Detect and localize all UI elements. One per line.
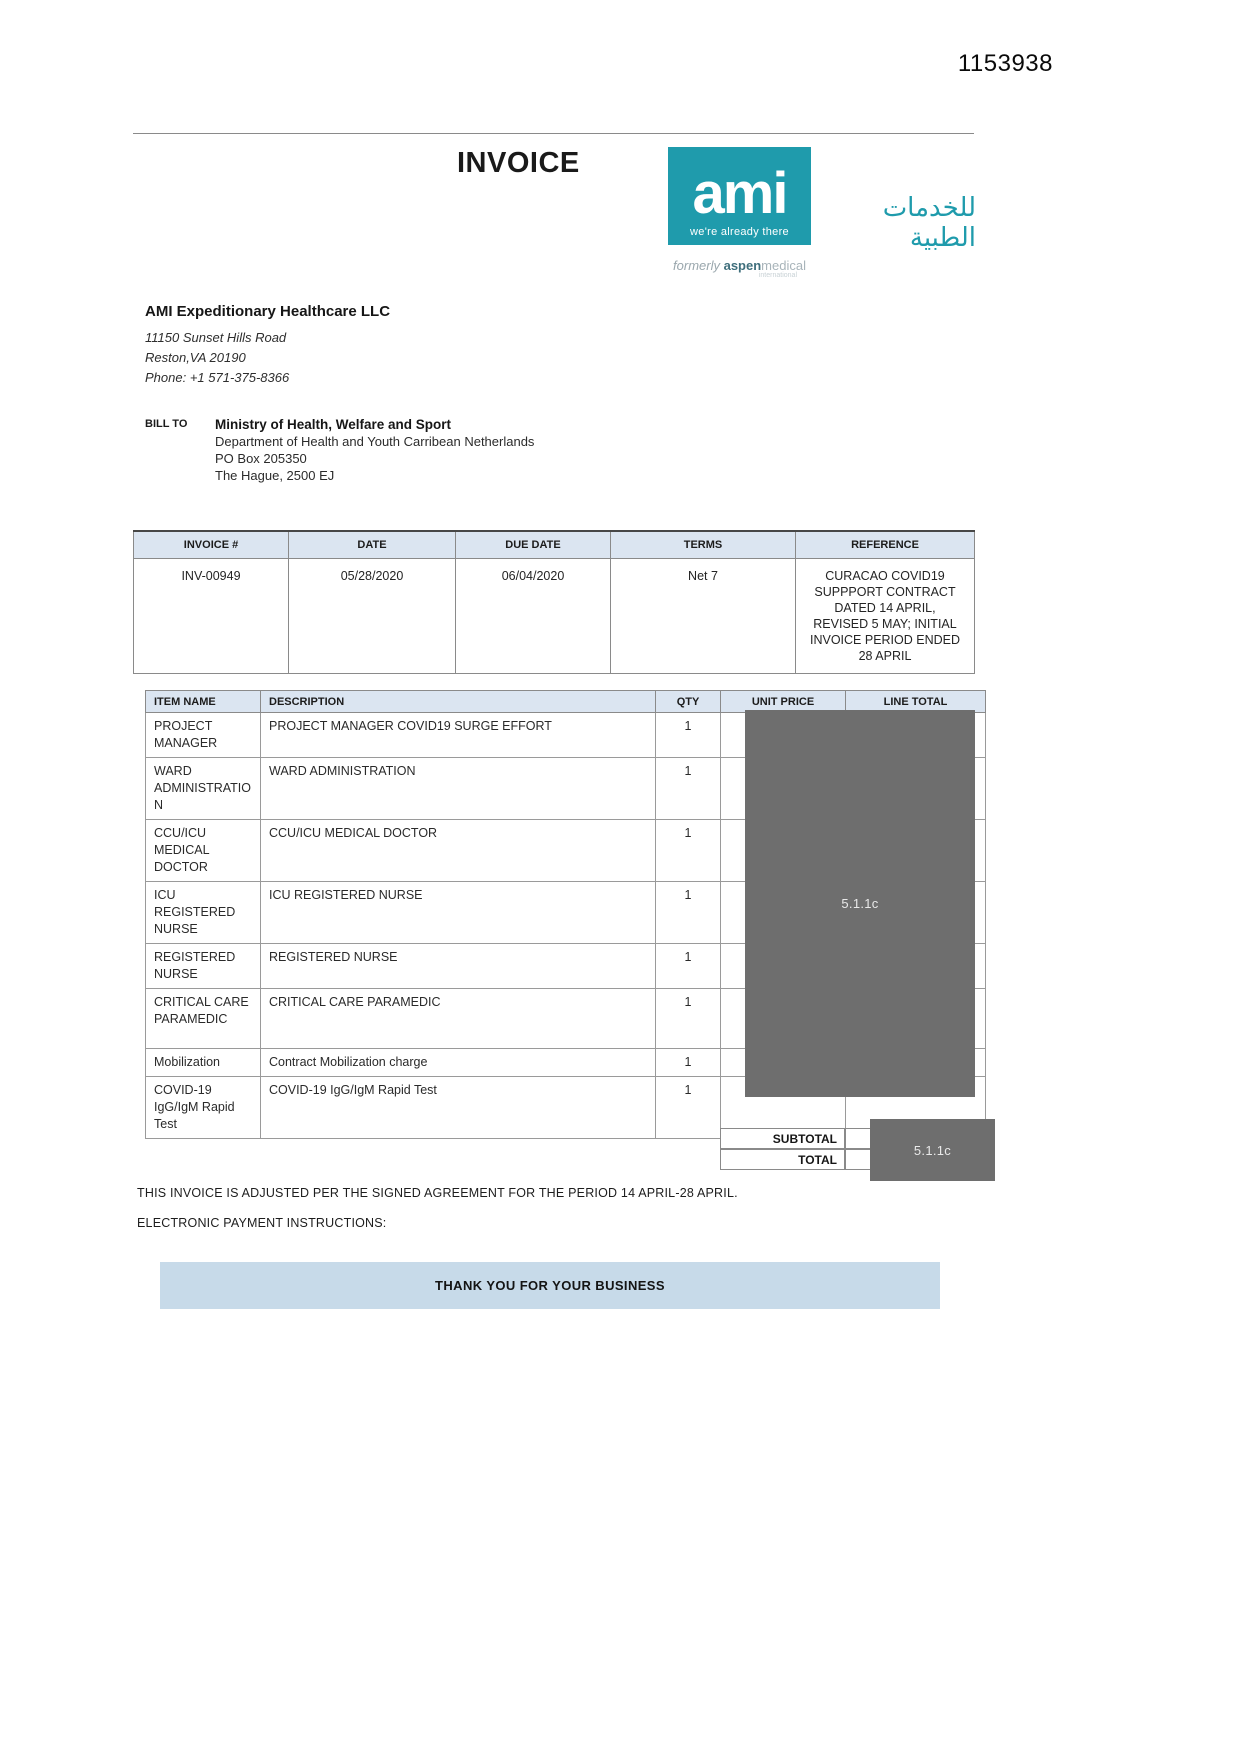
bill-to-line: The Hague, 2500 EJ [215,468,335,483]
item-name-cell: WARD ADMINISTRATION [146,758,261,820]
meta-date: 05/28/2020 [289,559,456,674]
totals-redaction-box: 5.1.1c [870,1119,995,1181]
invoice-meta-table [133,530,975,674]
logo-arabic-text: للخدمات الطبية [882,193,976,253]
item-description-cell: WARD ADMINISTRATION [261,758,656,820]
items-header-item-name: ITEM NAME [146,691,261,713]
bill-to-name: Ministry of Health, Welfare and Sport [215,417,452,432]
logo-tagline: we're already there [690,226,789,238]
item-description-cell: REGISTERED NURSE [261,944,656,989]
meta-header-invoice-number: INVOICE # [134,531,289,559]
meta-header-terms: TERMS [611,531,796,559]
logo-brand-text: ami [692,160,787,226]
item-name-cell: REGISTERED NURSE [146,944,261,989]
item-name-cell: PROJECT MANAGER [146,713,261,758]
company-block [145,303,390,388]
item-name-cell: ICU REGISTERED NURSE [146,882,261,944]
bill-to-label: BILL TO [145,418,188,430]
subtotal-label: SUBTOTAL [720,1128,845,1149]
item-description-cell: PROJECT MANAGER COVID19 SURGE EFFORT [261,713,656,758]
bill-to-line: PO Box 205350 [215,451,307,466]
meta-value-row [134,559,975,674]
company-phone-line: Phone: +1 571-375-8366 [145,370,290,385]
meta-invoice-number: INV-00949 [134,559,289,674]
document-number: 1153938 [957,50,1053,77]
item-description-cell: ICU REGISTERED NURSE [261,882,656,944]
adjustment-note: THIS INVOICE IS ADJUSTED PER THE SIGNED AGREEMENT FOR THE PERIOD 14 APRIL-28 APRIL. [137,1186,738,1200]
meta-header-due-date: DUE DATE [456,531,611,559]
item-qty-cell: 1 [656,882,721,944]
item-name-cell: CRITICAL CARE PARAMEDIC [146,989,261,1049]
item-qty-cell: 1 [656,713,721,758]
items-header-description: DESCRIPTION [261,691,656,713]
line-items-section [145,690,985,1139]
meta-header-row [134,531,975,559]
item-qty-cell: 1 [656,1077,721,1139]
company-name: AMI Expeditionary Healthcare LLC [145,303,391,320]
item-description-cell: CCU/ICU MEDICAL DOCTOR [261,820,656,882]
meta-reference: CURACAO COVID19 SUPPPORT CONTRACT DATED 14 APRIL, REVISED 5 MAY; INITIAL INVOICE PERIOD ENDED 28 APRIL [796,559,975,674]
bill-to-address [215,416,534,484]
price-redaction-box: 5.1.1c [745,710,975,1097]
meta-due-date: 06/04/2020 [456,559,611,674]
item-name-cell: Mobilization [146,1049,261,1077]
item-description-cell: CRITICAL CARE PARAMEDIC [261,989,656,1049]
meta-header-date: DATE [289,531,456,559]
total-label: TOTAL [720,1149,845,1170]
item-description-cell: COVID-19 IgG/IgM Rapid Test [261,1077,656,1139]
logo-formerly-line [668,258,811,279]
company-logo [668,147,811,245]
thank-you-banner: THANK YOU FOR YOUR BUSINESS [160,1262,940,1309]
company-address-line: Reston,VA 20190 [145,350,246,365]
items-header-line-total: LINE TOTAL [846,691,986,713]
meta-header-reference: REFERENCE [796,531,975,559]
item-qty-cell: 1 [656,1049,721,1077]
formerly-brand: aspen [723,258,762,273]
item-qty-cell: 1 [656,758,721,820]
items-header-unit-price: UNIT PRICE [721,691,846,713]
company-address-line: 11150 Sunset Hills Road [145,330,287,345]
formerly-subtext: international [758,272,797,279]
formerly-suffix: medical [761,258,806,273]
bill-to-line: Department of Health and Youth Carribean Netherlands [215,434,535,449]
items-header-qty: QTY [656,691,721,713]
bill-to-block [145,416,534,484]
item-qty-cell: 1 [656,820,721,882]
meta-terms: Net 7 [611,559,796,674]
item-name-cell: CCU/ICU MEDICAL DOCTOR [146,820,261,882]
formerly-prefix: formerly [673,258,724,273]
item-qty-cell: 1 [656,989,721,1049]
payment-instructions-label: ELECTRONIC PAYMENT INSTRUCTIONS: [137,1216,387,1230]
item-description-cell: Contract Mobilization charge [261,1049,656,1077]
item-name-cell: COVID-19 IgG/IgM Rapid Test [146,1077,261,1139]
item-qty-cell: 1 [656,944,721,989]
top-divider [133,133,974,134]
page-title: INVOICE [457,147,580,179]
